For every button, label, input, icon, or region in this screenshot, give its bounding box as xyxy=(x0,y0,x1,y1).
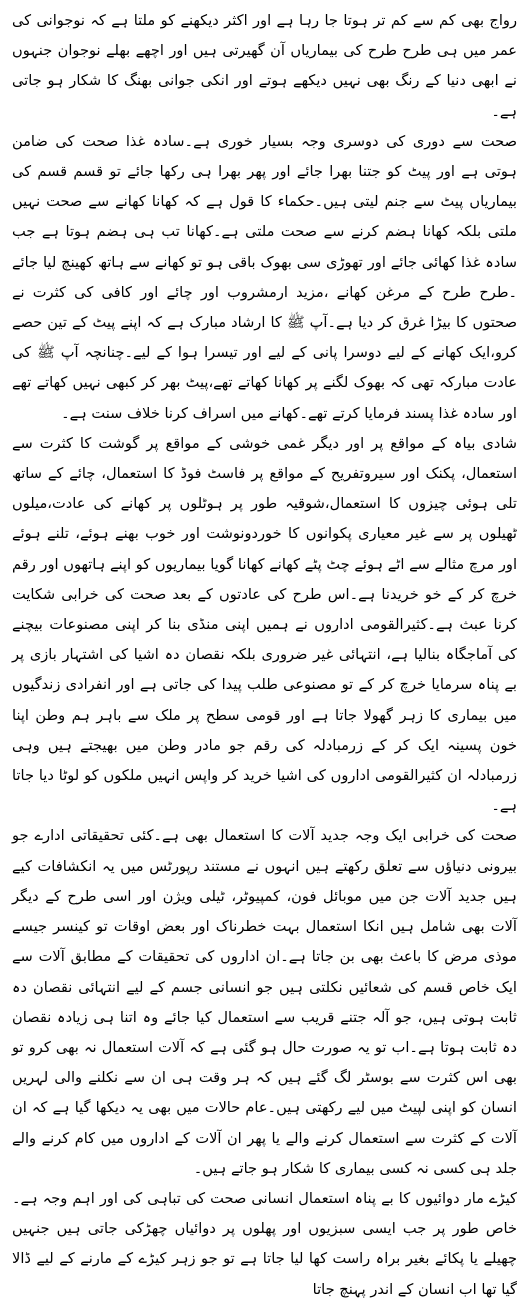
paragraph-3: شادی بیاہ کے مواقع پر اور دیگر غمی خوشی کے مواقع پر گوشت کا کثرت سے استعمال، پکنک اور سیروتفریح کے مواقع پر فاسٹ فوڈ کا استعمال، چائے کے ساتھ تلی ہوئی چیزوں کا استعمال،شوقیہ طور پر ہوٹلوں پر کھانے کی عادت،میلوں ٹھیلوں پر سے غیر معیاری پکوانوں کا خوردونوشت اور خوب بھنے ہوئے، تلنے ہوئے اور مرچ مثالے سے اٹے ہوئے چٹ پٹے کھانے کھانا گویا بیماریوں کو اپنے ہاتھوں اور رقم خرچ کر کے خو خریدنا ہے۔اس طرح کی عادتوں کے بعد صحت کی خرابی شکایت کرنا عبث ہے۔کثیرالقومی اداروں نے ہمیں اپنی منڈی بنا کر اپنی مصنوعات بیچنے کی آماجگاہ بنالیا ہے، انتہائی غیر ضروری بلکہ نقصان دہ اشیا کی اشتہار بازی پر بے پناہ سرمایا خرچ کر کے تو مصنوعی طلب پیدا کی جاتی ہے اور انفرادی زندگیوں میں بیماری کا زہر گھولا جاتا ہے اور قومی سطح پر ملک سے باہر ہم وطن اپنا خون پسینہ ایک کر کے زرمبادلہ کی رقم جو مادر وطن میں بھیجتے ہیں وہی زرمبادلہ ان کثیرالقومی اداروں کی اشیا خرید کر واپس انہیں ملکوں کو لوٹا دیا جاتا ہے۔ xyxy=(12,434,517,815)
paragraph-4: صحت کی خرابی ایک وجہ جدید آلات کا استعمال بھی ہے۔کئی تحقیقاتی ادارے جو بیرونی دنیاؤں سے تعلق رکھتے ہیں انہوں نے مستند رپورٹس میں یہ انکشافات کیے ہیں جدید آلات جن میں موبائل فون، کمپیوٹر، ٹیلی ویژن اور اسی طرح کے دیگر آلات بھی شامل ہیں انکا استعمال بہت خطرناک اور بعض اوقات تو کینسر جیسے موذی مرض کا باعث بھی بن جاتا ہے۔ان اداروں کی تحقیقات کے مطابق آلات سے ایک خاص قسم کی شعائیں نکلتی ہیں جو انسانی جسم کے لیے انتہائی نقصان دہ ثابت ہوتی ہیں، جو آلہ جتنے قریب سے استعمال کیا جائے وہ اتنا ہی زیادہ نقصان دہ ثابت ہوتا ہے۔اب تو یہ صورت حال ہو گئی ہے کہ آلات استعمال نہ بھی کرو تو بھی اس کثرت سے بوسٹر لگ گئے ہیں کہ ہر وقت ہی ان سے نکلنے والی لہریں انسان کو اپنی لپیٹ میں لیے رکھتی ہیں۔عام حالات میں بھی یہ دیکھا گیا ہے کہ ان آلات کے کثرت سے استعمال کرنے والے یا پھر ان آلات کے اداروں میں کام کرنے والے جلد ہی کسی نہ کسی بیماری کا شکار ہو جاتے ہیں۔ xyxy=(12,827,517,1177)
paragraph-5: کیڑے مار دوائیوں کا بے پناہ استعمال انسانی صحت کی تباہی کی اور اہم وجہ ہے۔خاص طور پر جب ایسی سبزیوں اور پھلوں پر دوائیاں چھڑکی جاتی ہیں جنہیں چھیلے یا پکائے بغیر براہ راست کھا لیا جاتا ہے تو جو زہر کیڑے کے مارنے کے لیے ڈالا گیا تھا اب انسان کے اندر پہنچ جاتا xyxy=(12,1189,517,1298)
paragraph-1: رواج بھی کم سے کم تر ہوتا جا رہا ہے اور اکثر دیکھنے کو ملتا ہے کہ نوجوانی کی عمر میں ہی طرح طرح کی بیماریاں آن گھیرتی ہیں اور اچھے بھلے نوجوان جنہوں نے ابھی دنیا کے رنگ بھی نہیں دیکھے ہوتے اور انکی جوانی بھنگ کا شکار ہو جاتی ہے۔ xyxy=(12,12,517,120)
paragraph-2: صحت سے دوری کی دوسری وجہ بسیار خوری ہے۔سادہ غذا صحت کی ضامن ہوتی ہے اور پیٹ کو جتنا بھرا جائے اور پھر بھرا ہی رکھا جائے تو قسم قسم کی بیماریاں پیٹ سے جنم لیتی ہیں۔حکماء کا قول ہے کہ کھانا کھانے سے صحت نہیں ملتی بلکہ کھانا ہضم کرنے سے صحت ملتی ہے۔کھانا تب ہی ہضم ہوتا ہے جب سادہ غذا کھائی جائے اور تھوڑی سی بھوک باقی ہو تو کھانے سے ہاتھ کھینچ لیا جائے ۔طرح طرح کے مرغن کھانے ،مزید ارمشروب اور چائے اور کافی کی کثرت نے صحتوں کا بیڑا غرق کر دیا ہے۔آپ ﷺ کا ارشاد مبارک ہے کہ اپنے پیٹ کے تین حصے کرو،ایک کھانے کے لیے دوسرا پانی کے لیے اور تیسرا ہوا کے لیے۔چنانچہ آپ ﷺ کی عادت مبارکہ تھی کہ بھوک لگنے پر کھانا کھاتے تھے،پیٹ بھر کر کبھی نہیں کھاتے تھے اور سادہ غذا پسند فرمایا کرتے تھے۔کھانے میں اسراف کرنا خلاف سنت ہے۔ xyxy=(12,132,517,422)
